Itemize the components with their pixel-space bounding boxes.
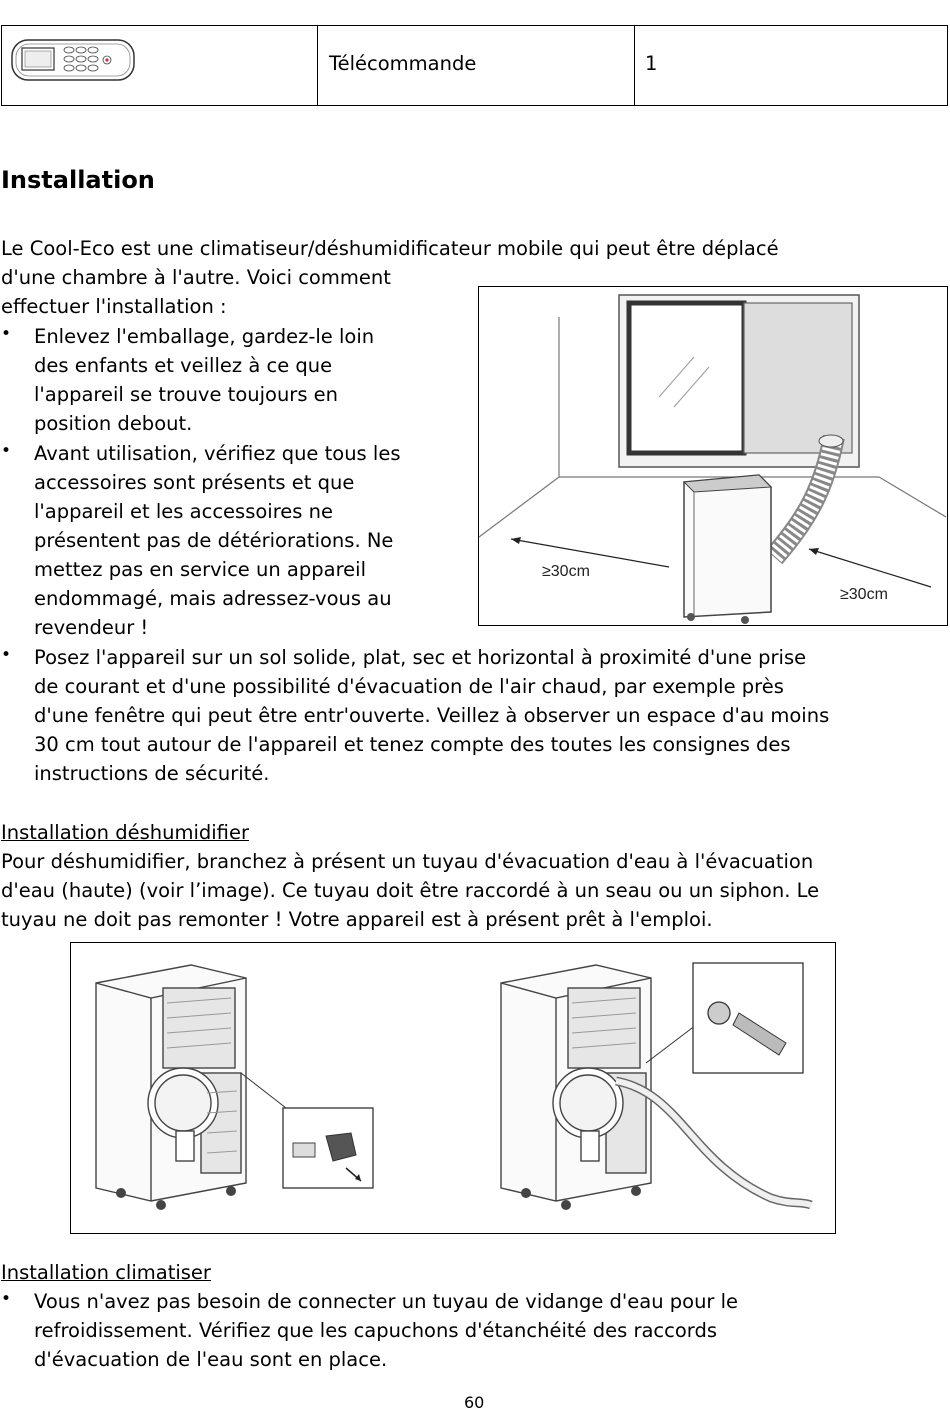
air-conditioner-window-illustration [479,287,946,624]
bullet-dot: • [1,324,12,344]
table-qty-value: 1 [645,52,658,75]
bullet1-line: Enlevez l'emballage, gardez-le loin [34,325,375,348]
table-cell-item [318,26,635,105]
remote-control-icon [11,38,136,88]
clim-heading: Installation climatiser [1,1261,211,1284]
bullet2-line: mettez pas en service un appareil [34,558,366,581]
bullet1-line: l'appareil se trouve toujours en [34,383,339,406]
bullet3-line: instructions de sécurité. [34,762,270,785]
accessories-table [1,25,948,106]
drain-connection-illustration [71,943,834,1232]
bullet-dot: • [1,645,12,665]
bullet-dot: • [1,1289,12,1309]
bullet2-line: revendeur ! [34,616,149,639]
bullet-dot: • [1,441,12,461]
clim-bullet-line: d'évacuation de l'eau sont en place. [34,1348,388,1371]
intro-line-2: d'une chambre à l'autre. Voici comment [1,266,391,289]
bullet3-line: 30 cm tout autour de l'appareil et tenez compte des toutes les consignes des [34,733,791,756]
table-cell-qty [635,26,947,105]
section-title: Installation [1,166,155,194]
dehum-line: tuyau ne doit pas remonter ! Votre appareil est à présent prêt à l'emploi. [1,908,713,931]
dehum-line: d'eau (haute) (voir l’image). Ce tuyau doit être raccordé à un seau ou un siphon. Le [1,879,820,902]
bullet3-line: d'une fenêtre qui peut être entr'ouverte. Veillez à observer un espace d'au moins [34,704,830,727]
bullet1-line: position debout. [34,412,193,435]
bullet3-line: Posez l'appareil sur un sol solide, plat, sec et horizontal à proximité d'une prise [34,646,807,669]
intro-line-3: effectuer l'installation : [1,295,227,318]
drain-hose-figure [70,942,836,1234]
clim-bullet-line: Vous n'avez pas besoin de connecter un tuyau de vidange d'eau pour le [34,1290,739,1313]
intro-line-1: Le Cool-Eco est une climatiseur/déshumidificateur mobile qui peut être déplacé [1,237,779,260]
bullet2-line: l'appareil et les accessoires ne [34,500,334,523]
clim-bullet-line: refroidissement. Vérifiez que les capuchons d'étanchéité des raccords [34,1319,718,1342]
table-item-label: Télécommande [329,52,477,75]
table-cell-image [2,26,318,105]
dehum-line: Pour déshumidifier, branchez à présent un tuyau d'évacuation d'eau à l'évacuation [1,850,814,873]
bullet3-line: de courant et d'une possibilité d'évacuation de l'air chaud, par exemple près [34,675,784,698]
bullet1-line: des enfants et veillez à ce que [34,354,333,377]
bullet2-line: endommagé, mais adressez-vous au [34,587,392,610]
bullet2-line: présentent pas de détériorations. Ne [34,529,394,552]
page-number: 60 [464,1393,485,1412]
bullet2-line: accessoires sont présents et que [34,471,355,494]
installation-figure [478,286,948,626]
distance-label-left: ≥30cm [542,563,590,580]
bullet2-line: Avant utilisation, vérifiez que tous les [34,442,401,465]
dehum-heading: Installation déshumidifier [1,821,249,844]
distance-label-right: ≥30cm [840,586,888,603]
